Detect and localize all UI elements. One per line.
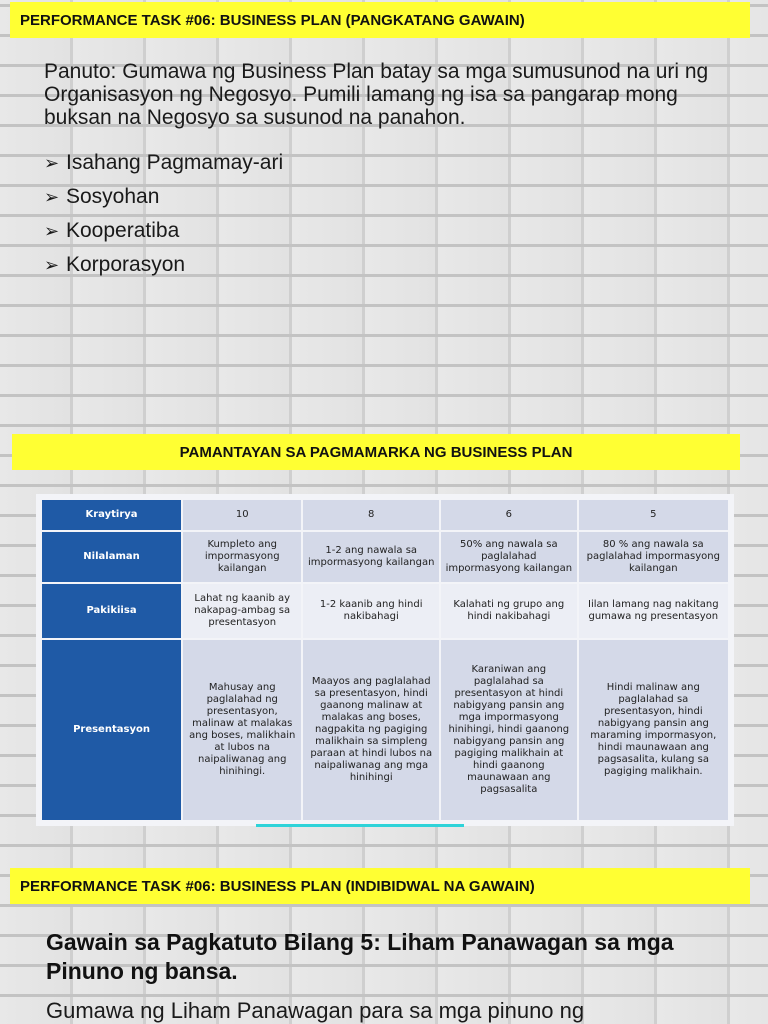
instructions-text: Panuto: Gumawa ng Business Plan batay sa mga sumusunod na uri ng Organisasyon ng Negosyo. Pumili lamang ng isa sa pangarap mong buksan na Negosyo sa susunod na panahon.: [44, 60, 709, 129]
bottom-banner-text: PERFORMANCE TASK #06: BUSINESS PLAN (INDIBIDWAL NA GAWAIN): [20, 877, 535, 895]
rubric-header-score: 10: [182, 499, 302, 531]
rubric-table: [40, 498, 730, 822]
rubric-criterion: Presentasyon: [41, 639, 182, 821]
rubric-cell: Hindi malinaw ang paglalahad sa presentasyon, hindi nabigyang pansin ang maraming impormasyon, hindi maunawaan ang pagsasalita, kulang sa pagiging malikhain.: [578, 639, 729, 821]
option-item: [44, 184, 283, 218]
option-item: [44, 252, 283, 286]
rubric-header-score: 5: [578, 499, 729, 531]
rubric-cell: Kumpleto ang impormasyong kailangan: [182, 531, 302, 583]
activity-text: Gumawa ng Liham Panawagan para sa mga pinuno ng: [46, 998, 585, 1023]
rubric-header-score: 6: [440, 499, 578, 531]
rubric-row: [41, 531, 729, 583]
option-item: [44, 150, 283, 184]
rubric-banner: [12, 434, 740, 470]
option-label: Sosyohan: [66, 185, 160, 208]
arrow-bullet-icon: ➢: [44, 255, 60, 275]
rubric-banner-text: PAMANTAYAN SA PAGMAMARKA NG BUSINESS PLAN: [179, 443, 573, 461]
rubric-row: [41, 583, 729, 639]
rubric-cell: Iilan lamang nag nakitang gumawa ng presentasyon: [578, 583, 729, 639]
activity-title: Gawain sa Pagkatuto Bilang 5: Liham Panawagan sa mga Pinuno ng bansa.: [46, 929, 674, 984]
option-label: Korporasyon: [66, 253, 186, 276]
rubric-criterion: Pakikiisa: [41, 583, 182, 639]
rubric-cell: Mahusay ang paglalahad ng presentasyon, malinaw at malakas ang boses, malikhain at lubos na naipaliwanag ang hinihingi.: [182, 639, 302, 821]
rubric-row: [41, 639, 729, 821]
organization-options-list: [44, 150, 283, 286]
rubric-table-container: [36, 494, 734, 826]
top-banner-text: PERFORMANCE TASK #06: BUSINESS PLAN (PANGKATANG GAWAIN): [20, 11, 525, 29]
rubric-cell: 1-2 ang nawala sa impormasyong kailangan: [302, 531, 440, 583]
bottom-banner: [10, 868, 750, 904]
rubric-cell: Lahat ng kaanib ay nakapag-ambag sa presentasyon: [182, 583, 302, 639]
rubric-cell: 50% ang nawala sa paglalahad impormasyong kailangan: [440, 531, 578, 583]
rubric-cell: Kalahati ng grupo ang hindi nakibahagi: [440, 583, 578, 639]
top-banner: [10, 2, 750, 38]
rubric-header-criteria: Kraytirya: [41, 499, 182, 531]
arrow-bullet-icon: ➢: [44, 221, 60, 241]
option-label: Isahang Pagmamay-ari: [66, 151, 284, 174]
rubric-cell: 1-2 kaanib ang hindi nakibahagi: [302, 583, 440, 639]
accent-underline: [256, 824, 464, 827]
rubric-criterion: Nilalaman: [41, 531, 182, 583]
rubric-cell: Karaniwan ang paglalahad sa presentasyon at hindi nabigyang pansin ang mga impormasyong hinihingi, hindi gaanong nabigyang pansin ang pagiging malikhain at hindi gaanong maunawaan ang pagsasalita: [440, 639, 578, 821]
arrow-bullet-icon: ➢: [44, 153, 60, 173]
option-label: Kooperatiba: [66, 219, 180, 242]
rubric-cell: Maayos ang paglalahad sa presentasyon, hindi gaanong malinaw at malakas ang boses, nagpakita ng pagiging malikhain sa simpleng paraan at hindi lubos na naipaliwanag ang mga hinihingi: [302, 639, 440, 821]
option-item: [44, 218, 283, 252]
rubric-header-row: [41, 499, 729, 531]
rubric-cell: 80 % ang nawala sa paglalahad impormasyong kailangan: [578, 531, 729, 583]
rubric-header-score: 8: [302, 499, 440, 531]
arrow-bullet-icon: ➢: [44, 187, 60, 207]
